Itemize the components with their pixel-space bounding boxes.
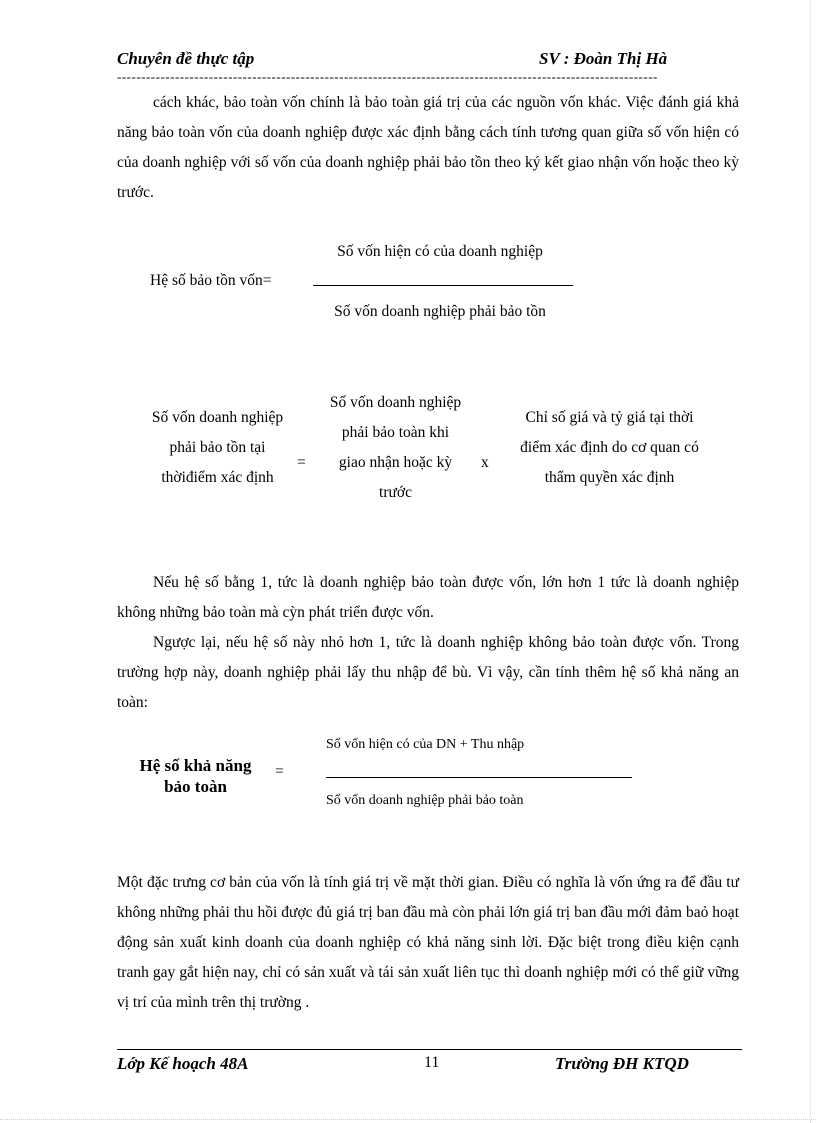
formula2-left: Số vốn doanh nghiệp phải bảo tồn tại thờiđiểm xác định (151, 409, 284, 486)
paragraph-3: Ngược lại, nếu hệ số này nhỏ hơn 1, tức là doanh nghiệp không bảo toàn được vốn. Trong trường hợp này, doanh nghiệp phải lấy thu nhập để bù. Vì vậy, cần tính thêm hệ số khả năng an toàn: (117, 634, 739, 711)
formula1-fraction-line (313, 285, 573, 286)
paragraph-1: cách khác, bảo toàn vốn chính là bảo toàn giá trị của các nguồn vốn khác. Việc đánh giá khả năng bảo toàn vốn của doanh nghiệp được xác định bằng cách tính tương quan giữa số vốn hiện có của doanh nghiệp với số vốn của doanh nghiệp phải bảo tồn theo ký kết giao nhận vốn hoặc theo kỳ trước. (117, 94, 739, 201)
page-number: 11 (424, 1054, 440, 1071)
formula2-right: Chỉ số giá và tỷ giá tại thời điểm xác định do cơ quan có thẩm quyền xác định (520, 409, 699, 486)
formula2-equals: = (297, 454, 306, 471)
footer-right: Trường ĐH KTQD (555, 1054, 689, 1073)
formula3-denominator: Số vốn doanh nghiệp phải bảo toàn (326, 793, 524, 808)
formula3-fraction-line (326, 777, 632, 778)
formula1-numerator: Số vốn hiện có của doanh nghiệp (337, 243, 543, 260)
footer-left: Lớp Kế hoạch 48A (117, 1054, 249, 1073)
formula3-label: Hệ số khả năng bảo toàn (139, 756, 252, 796)
formula1-denominator: Số vốn doanh nghiệp phải bảo tồn (334, 303, 546, 320)
paragraph-4: Một đặc trưng cơ bản của vốn là tính giá trị về mặt thời gian. Điều có nghĩa là vốn ứng ra để đầu tư không những phải thu hồi được đủ giá trị ban đầu mà còn phải lớn giá trị ban đầu mới đảm baỏ hoạt động sản xuất kinh doanh của doanh nghiệp có khả năng sinh lời. Đặc biệt trong điều kiện cạnh tranh gay gắt hiện nay, chỉ có sản xuất và tái sản xuất liên tục thì doanh nghiệp mới có thể giữ vững vị trí của mình trên thị trường . (117, 874, 739, 1011)
header-left: Chuyên đề thực tập (117, 49, 255, 68)
formula2-middle: Số vốn doanh nghiệp phải bảo toàn khi giao nhận hoặc kỳ trước (329, 394, 462, 501)
paragraph-2: Nếu hệ số bằng 1, tức là doanh nghiệp bảo toàn được vốn, lớn hơn 1 tức là doanh nghiệp không những bảo toàn mà cỳn phát triển được vốn. (117, 574, 739, 621)
formula1-label: Hệ số bảo tồn vốn= (150, 272, 272, 289)
formula3-numerator: Số vốn hiện có của DN + Thu nhập (326, 737, 525, 752)
page-bottom-border (0, 1119, 816, 1120)
formula3-equals: = (275, 763, 284, 780)
page-right-border (810, 0, 811, 1123)
formula2-times: x (481, 454, 489, 471)
footer-separator (117, 1049, 742, 1050)
header-right: SV : Đoàn Thị Hà (539, 49, 668, 68)
header-separator: ---------------------------------------------------------------------------------------------------------------- (117, 70, 658, 84)
